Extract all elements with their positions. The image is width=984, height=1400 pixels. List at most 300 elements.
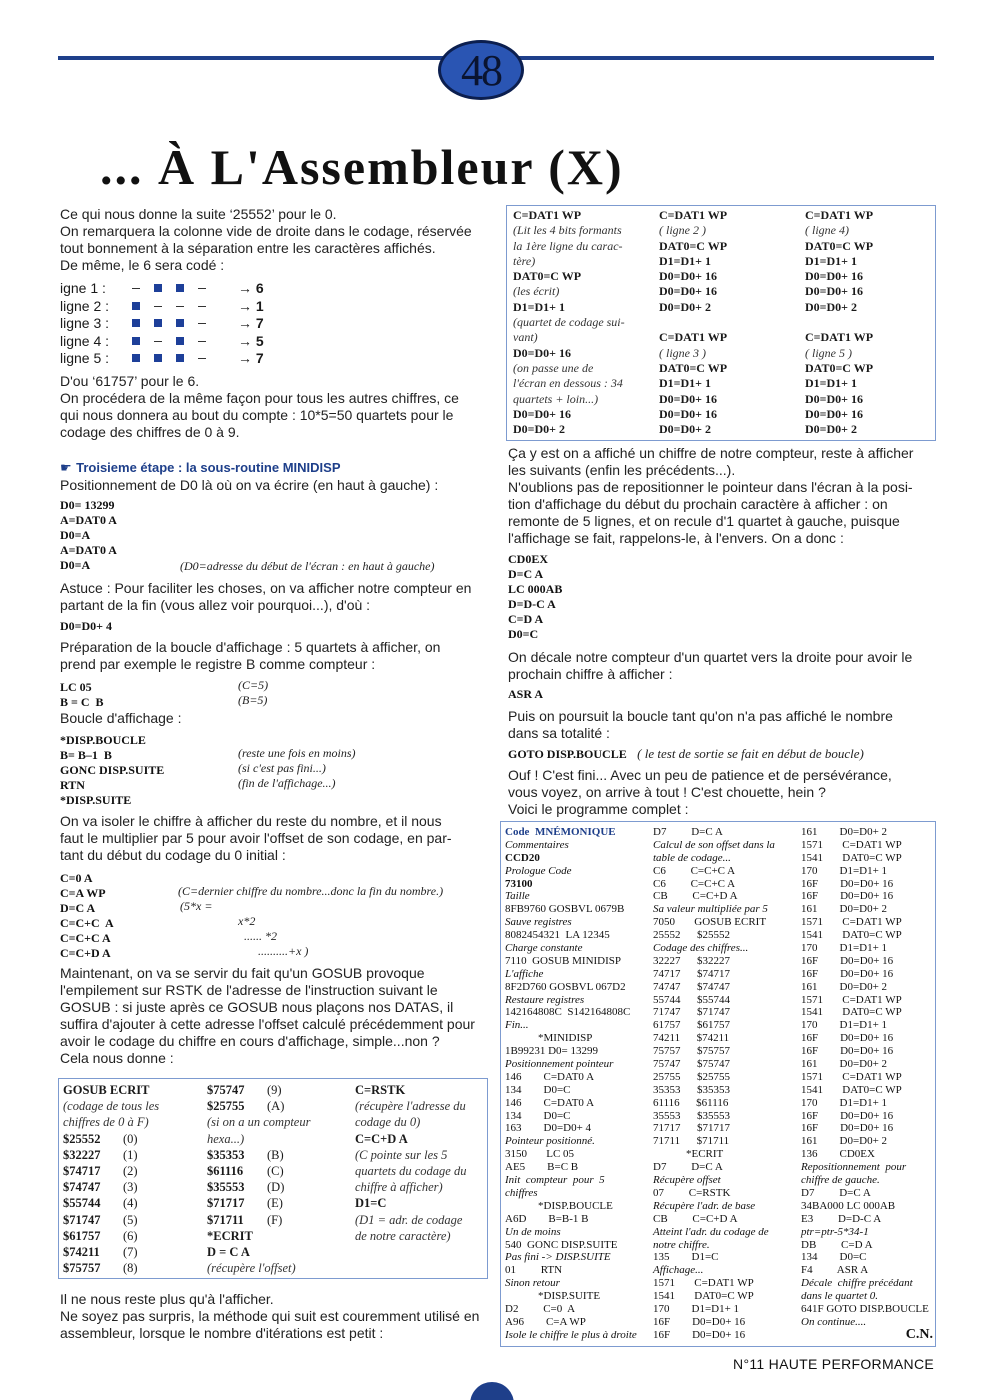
display-code-row: ( ligne 3 ) — [659, 345, 706, 360]
gosub-cell: $25755 — [207, 1099, 245, 1114]
program-line: D2 C=0 A — [505, 1302, 576, 1315]
display-code-row: (quartet de codage sui- — [513, 315, 625, 330]
text-line: Ouf ! C'est fini... Avec un peu de patience et de persévérance, — [508, 767, 892, 783]
display-code-row — [805, 315, 933, 330]
goto-comment: ( le test de sortie se fait en début de boucle) — [637, 746, 864, 761]
gosub-cell: (récupère l'offset) — [207, 1261, 296, 1276]
display-code-row: D0=D0+ 16 — [659, 284, 718, 299]
gosub-row — [355, 1099, 485, 1115]
code-line: D0=A — [60, 528, 91, 542]
program-line: 7050 GOSUB ECRIT — [653, 916, 767, 929]
step3-text-1: Positionnement de D0 là où on va écrire (en haut à gauche) : — [60, 477, 439, 493]
display-code-row: DAT0=C WP — [805, 360, 874, 375]
code-instruction: C=C+C A — [60, 916, 114, 930]
pattern-row-result: → 6 — [238, 280, 264, 296]
gosub-cell: $35353 — [207, 1147, 245, 1162]
program-line: 1541 DAT0=C WP — [801, 851, 902, 864]
gosub-cell: (D1 = adr. de codage — [355, 1212, 463, 1227]
program-line: chiffre de gauche. — [801, 1174, 880, 1187]
gosub-cell: $75747 — [207, 1083, 245, 1097]
code-row — [60, 678, 490, 693]
gosub-cell: $75757 — [63, 1261, 101, 1276]
pattern-row — [60, 298, 290, 315]
code-block-1 — [60, 498, 117, 573]
gosub-cell: (si on a un compteur — [207, 1115, 311, 1130]
display-code-row: D0=D0+ 2 — [659, 422, 712, 437]
text-line: GOSUB : si juste après ce GOSUB nous plaçons nos DATAS, il — [60, 999, 454, 1015]
text-line: faut le multiplier par 5 pour avoir l'offset de son codage, en par- — [60, 830, 452, 846]
pixel-on — [176, 337, 184, 345]
gosub-row — [207, 1213, 343, 1229]
program-line: 71747 $71747 — [653, 1006, 730, 1019]
program-line: D7 D=C A — [653, 826, 723, 838]
gosub-cell: quartets du codage du — [355, 1163, 467, 1178]
bottom-page-badge — [470, 1382, 514, 1400]
program-line: 134 D0=C — [505, 1109, 571, 1122]
program-line: Commentaires — [505, 838, 569, 851]
display-code-row: C=DAT1 WP — [805, 330, 874, 345]
pixel-on — [176, 284, 184, 292]
goto-instruction: GOTO DISP.BOUCLE — [508, 747, 627, 761]
pixel-off — [198, 323, 206, 324]
pointing-hand-icon: ☛ — [60, 460, 72, 475]
pattern-row — [60, 280, 290, 297]
program-line: *MINIDISP — [505, 1032, 593, 1045]
program-line: DB C=D A — [801, 1238, 873, 1251]
program-line: Pas fini -> DISP.SUITE — [505, 1251, 611, 1264]
program-line: 16F D0=D0+ 16 — [801, 1045, 894, 1058]
code-row — [60, 693, 490, 708]
gosub-row — [207, 1099, 343, 1115]
text-line: On décale notre compteur d'un quartet vers la droite pour avoir le — [508, 649, 913, 665]
program-line: Récupère offset — [653, 1174, 721, 1187]
gosub-cell: $61116 — [207, 1163, 244, 1178]
gosub-row — [355, 1132, 485, 1148]
gosub-row — [63, 1229, 199, 1245]
program-line: 641F GOTO DISP.BOUCLE — [801, 1302, 929, 1315]
program-line: 16F D0=D0+ 16 — [801, 967, 894, 980]
program-line: Taille — [505, 890, 530, 903]
display-code-row: quartets + loin...) — [513, 391, 599, 406]
program-line: 161 D0=D0+ 2 — [801, 1058, 888, 1071]
text-line: qui nous donnera au bout du compte : 10*5=50 quartets pour le — [60, 407, 454, 423]
pixel-off — [132, 288, 140, 289]
program-line: notre chiffre. — [653, 1238, 710, 1251]
text-line: Cela nous donne : — [60, 1050, 174, 1066]
text-line: D'ou ‘61757’ pour le 6. — [60, 373, 200, 389]
code-comment: x*2 — [238, 914, 256, 928]
text-line: l'empilement sur RSTK de l'adresse de l'instruction suivant le — [60, 982, 438, 998]
display-code-row: D0=D0+ 2 — [805, 299, 858, 314]
program-line: 1B99231 D0= 13299 — [505, 1045, 598, 1058]
program-line: Un de moins — [505, 1225, 561, 1238]
program-line: *DISP.BOUCLE — [505, 1199, 613, 1212]
gosub-row — [63, 1164, 199, 1180]
gosub-index: (7) — [123, 1244, 138, 1259]
code-instruction: RTN — [60, 778, 85, 792]
program-line: AE5 B=C B — [505, 1161, 579, 1174]
program-line: 161 D0=D0+ 2 — [801, 1135, 888, 1148]
code-row — [60, 869, 490, 884]
pattern-row-result: → 5 — [238, 332, 264, 349]
text-line: N'oublions pas de repositionner le pointeur dans l'écran à la posi- — [508, 479, 913, 495]
code-line: LC 000AB — [508, 582, 563, 596]
code-comment: (B=5) — [238, 693, 268, 707]
program-line: 142164808C S142164808C — [505, 1006, 631, 1019]
program-line: L'affiche — [505, 967, 544, 980]
program-line: *ECRIT — [653, 1148, 724, 1161]
code-instruction: C=C+C A — [60, 931, 111, 945]
outro-paragraph — [60, 1291, 490, 1342]
program-line: Repositionnement pour — [801, 1161, 907, 1174]
program-line: 161 D0=D0+ 2 — [801, 826, 888, 838]
text-line: l'affichage se fait, rappelons-le, à l'envers. On a donc : — [508, 530, 844, 546]
step3-title: Troisieme étape : la sous-routine MINIDISP — [76, 460, 341, 475]
gosub-row — [207, 1229, 343, 1245]
code-instruction: *DISP.SUITE — [60, 793, 132, 807]
gosub-cell: GOSUB ECRIT — [63, 1083, 150, 1097]
code-block-5 — [60, 869, 490, 959]
pixel-off — [154, 306, 162, 307]
program-line: 61116 $61116 — [653, 1096, 729, 1109]
gosub-data-box — [58, 1078, 488, 1279]
display-code-row: D1=D1+ 1 — [805, 253, 858, 268]
gosub-row — [207, 1148, 343, 1164]
gosub-row — [63, 1083, 199, 1099]
program-line: CB C=C+D A — [653, 890, 738, 903]
program-line: 74717 $74717 — [653, 967, 730, 980]
program-line: 16F D0=D0+ 16 — [801, 1032, 894, 1045]
step3-text-5 — [60, 813, 490, 864]
display-col-2 — [659, 208, 791, 437]
code-instruction: D=C A — [60, 901, 96, 915]
gosub-index: (8) — [123, 1261, 138, 1276]
text-line: partant de la fin (vous allez voir pourquoi...), d'où : — [60, 597, 371, 613]
display-code-row: D1=D1+ 1 — [659, 253, 712, 268]
program-line: 16F D0=D0+ 16 — [801, 877, 894, 890]
display-code-row: C=DAT1 WP — [659, 208, 728, 222]
display-code-row: D0=D0+ 2 — [805, 422, 858, 437]
pixel-on — [132, 302, 140, 310]
display-code-row: D1=D1+ 1 — [805, 376, 858, 391]
step3-text-4: Boucle d'affichage : — [60, 710, 182, 726]
gosub-cell: $71711 — [207, 1212, 244, 1227]
program-col-2 — [653, 826, 793, 1342]
display-code-row: (Lit les 4 bits formants — [513, 223, 622, 238]
gosub-cell: $74211 — [63, 1244, 100, 1259]
gosub-cell: $55744 — [63, 1196, 101, 1211]
program-line: Positionnement pointeur — [505, 1058, 614, 1071]
gosub-row — [355, 1083, 485, 1099]
program-line: 1571 C=DAT1 WP — [801, 993, 902, 1006]
text-line: remonte de 5 lignes, et on recule d'1 quartet à gauche, puisque — [508, 513, 900, 529]
program-line: 74747 $74747 — [653, 980, 730, 993]
gosub-index: (1) — [123, 1147, 138, 1162]
gosub-row — [63, 1261, 199, 1277]
display-code-row: D1=D1+ 1 — [659, 376, 712, 391]
program-line: Restaure registres — [505, 993, 585, 1006]
pixel-off — [176, 306, 184, 307]
right-code-2: ASR A — [508, 687, 544, 701]
program-line: Init compteur pour 5 — [505, 1174, 605, 1187]
text-line: De même, le 6 sera codé : — [60, 257, 225, 273]
program-col-3 — [801, 826, 933, 1345]
intro-paragraph-2 — [60, 373, 490, 441]
gosub-index: (2) — [123, 1163, 138, 1178]
step3-heading — [60, 459, 490, 477]
program-line: CCD20 — [505, 851, 540, 864]
program-line: 3150 LC 05 — [505, 1148, 575, 1161]
program-line: chiffres — [505, 1186, 538, 1199]
code-row — [60, 914, 490, 929]
program-line: Isole le chiffre le plus à droite — [505, 1328, 637, 1341]
program-line: 32227 $32227 — [653, 954, 730, 967]
right-text-4 — [508, 767, 936, 818]
program-line: 170 D1=D1+ 1 — [653, 1302, 740, 1315]
gosub-cell: D1=C — [355, 1196, 387, 1211]
gosub-index: (C) — [267, 1163, 284, 1178]
program-line: On continue.... — [801, 1315, 867, 1328]
digit-pattern-grid — [60, 280, 300, 370]
program-line: 170 D1=D1+ 1 — [801, 1019, 888, 1032]
program-line: 1541 DAT0=C WP — [801, 929, 902, 942]
program-line: 134 D0=C — [505, 1083, 571, 1096]
code-line: A=DAT0 A — [60, 543, 117, 557]
program-line: 170 D1=D1+ 1 — [801, 1096, 888, 1109]
program-line: 7110 GOSUB MINIDISP — [505, 954, 622, 967]
program-line: 161 D0=D0+ 2 — [801, 903, 888, 916]
pattern-row-result: → 1 — [238, 297, 264, 314]
display-code-row: D0=D0+ 16 — [659, 269, 718, 284]
program-line: 540 GONC DISP.SUITE — [505, 1238, 618, 1251]
program-line: 163 D0=D0+ 4 — [505, 1122, 592, 1135]
display-code-row: D0=D0+ 16 — [805, 406, 864, 421]
display-code-row: D0=D0+ 16 — [805, 391, 864, 406]
page-number: 48 — [461, 45, 501, 95]
program-line: 16F D0=D0+ 16 — [801, 954, 894, 967]
pixel-on — [154, 354, 162, 362]
code-instruction: B = C B — [60, 695, 104, 709]
text-line: assembleur, lorsque le nombre d'itérations est petit : — [60, 1325, 384, 1341]
gosub-row — [63, 1148, 199, 1164]
code-instruction: GONC DISP.SUITE — [60, 763, 165, 777]
gosub-row — [63, 1132, 199, 1148]
pixel-off — [198, 358, 206, 359]
text-line: les suivants (enfin les précédents...). — [508, 462, 736, 478]
program-line: 8F2D760 GOSBVL 067D2 — [505, 980, 626, 993]
program-line: 170 D1=D1+ 1 — [801, 942, 888, 955]
gosub-index: (4) — [123, 1196, 138, 1211]
program-line: 16F D0=D0+ 16 — [653, 1328, 746, 1341]
intro-paragraph-1 — [60, 206, 490, 274]
code-line: CD0EX — [508, 552, 549, 566]
program-line: 73100 — [505, 877, 533, 890]
code-block-4 — [60, 731, 490, 806]
code-comment: (5*x = — [180, 899, 213, 913]
display-code-row: la 1ère ligne du carac- — [513, 238, 623, 253]
display-code-row: DAT0=C WP — [659, 360, 728, 375]
display-code-row: C=DAT1 WP — [513, 208, 582, 222]
display-code-box — [506, 205, 936, 441]
code-row — [60, 761, 490, 776]
program-line: *DISP.SUITE — [505, 1290, 601, 1303]
program-line: A96 C=A WP — [505, 1315, 586, 1328]
gosub-cell: hexa...) — [207, 1131, 245, 1146]
gosub-cell: C=RSTK — [355, 1083, 406, 1097]
program-line: D7 D=C A — [801, 1186, 871, 1199]
program-line: Atteint l'adr. du codage de — [653, 1225, 769, 1238]
program-line: 8FB9760 GOSBVL 0679B — [505, 903, 625, 916]
program-line: Fin... — [505, 1019, 529, 1032]
text-line: Préparation de la boucle d'affichage : 5 quartets à afficher, on — [60, 639, 441, 655]
magazine-footer: N°11 HAUTE PERFORMANCE — [733, 1356, 934, 1372]
gosub-cell: (C pointe sur les 5 — [355, 1147, 448, 1162]
text-line: Voici le programme complet : — [508, 801, 689, 817]
page-title: ... À L'Assembleur (X) — [100, 139, 624, 195]
pixel-off — [154, 341, 162, 342]
gosub-cell: de notre caractère) — [355, 1228, 451, 1243]
code-line: D0=C — [508, 627, 539, 641]
text-line: Ne soyez pas surpris, la méthode qui suit est couremment utilisé en — [60, 1308, 480, 1324]
display-code-row: tère) — [513, 253, 536, 268]
gosub-cell: (récupère l'adresse du — [355, 1099, 466, 1114]
program-line: E3 D=D-C A — [801, 1212, 882, 1225]
text-line: Astuce : Pour faciliter les choses, on va afficher notre compteur en — [60, 580, 472, 596]
program-line: 146 C=DAT0 A — [505, 1070, 595, 1083]
gosub-cell: $35553 — [207, 1180, 245, 1195]
text-line: vous voyez, on arrive à tout ! C'est chouette, hein ? — [508, 784, 826, 800]
code-comment: (si c'est pas fini...) — [238, 761, 326, 775]
program-line: 146 C=DAT0 A — [505, 1096, 595, 1109]
display-code-row — [659, 315, 791, 330]
code-comment: ..........+x ) — [258, 944, 309, 958]
pixel-on — [154, 319, 162, 327]
display-code-row: D0=D0+ 16 — [805, 284, 864, 299]
gosub-cell: $74717 — [63, 1163, 101, 1178]
gosub-index: (3) — [123, 1180, 138, 1195]
program-line: Code MNÉMONIQUE — [505, 826, 616, 838]
code-comment: (reste une fois en moins) — [238, 746, 356, 760]
pattern-row-label: ligne 5 : — [60, 350, 110, 366]
code-row — [60, 746, 490, 761]
pixel-on — [132, 337, 140, 345]
step3-text-6 — [60, 965, 490, 1067]
text-line: tant du début du codage du 0 initial : — [60, 847, 286, 863]
code-line: C=D A — [508, 612, 544, 626]
display-code-row: DAT0=C WP — [659, 238, 728, 253]
program-line: 16F D0=D0+ 16 — [653, 1315, 746, 1328]
gosub-cell: $71747 — [63, 1212, 101, 1227]
program-line: 1571 C=DAT1 WP — [801, 838, 902, 851]
text-line: On procédera de la même façon pour tous les autres chiffres, ce — [60, 390, 459, 406]
program-line: Charge constante — [505, 942, 583, 955]
gosub-col-1 — [63, 1083, 199, 1277]
code-row — [60, 929, 490, 944]
program-line: 136 CD0EX — [801, 1148, 875, 1161]
gosub-row — [63, 1245, 199, 1261]
code-comment: (C=dernier chiffre du nombre...donc la fin du nombre.) — [178, 884, 444, 898]
text-line: On va isoler le chiffre à afficher du reste du nombre, et il nous — [60, 813, 442, 829]
right-text-3 — [508, 708, 936, 742]
gosub-cell: *ECRIT — [207, 1228, 253, 1243]
page-number-badge — [438, 40, 524, 100]
program-line: 8082454321 LA 12345 — [505, 929, 610, 942]
code-line: D=C A — [508, 567, 544, 581]
pattern-row-label: ligne 2 : — [60, 297, 110, 314]
gosub-row — [355, 1164, 485, 1180]
program-line: 34BA000 LC 000AB — [801, 1199, 896, 1212]
gosub-index: (6) — [123, 1228, 138, 1243]
display-code-row: ( ligne 5 ) — [805, 345, 852, 360]
pattern-row-result: → 7 — [238, 315, 264, 331]
program-line: Sinon retour — [505, 1277, 560, 1290]
right-code-1 — [508, 552, 562, 642]
code-block-2: D0=D0+ 4 — [60, 619, 113, 633]
code-row — [60, 791, 490, 806]
gosub-row — [207, 1196, 343, 1212]
gosub-row — [355, 1115, 485, 1131]
gosub-row — [355, 1180, 485, 1196]
gosub-cell: (codage de tous les — [63, 1099, 160, 1114]
text-line: prochain chiffre à afficher : — [508, 666, 673, 682]
gosub-row — [63, 1196, 199, 1212]
code-comment: (C=5) — [238, 678, 269, 692]
text-line: Ça y est on a affiché un chiffre de notre compteur, reste à afficher — [508, 445, 914, 461]
text-line: avoir le codage du chiffre en cours d'affichage, simple...non ? — [60, 1033, 440, 1049]
pixel-on — [132, 319, 140, 327]
display-code-row: C=DAT1 WP — [659, 330, 728, 345]
gosub-cell: chiffre à afficher) — [355, 1180, 443, 1195]
program-line: C6 C=C+C A — [653, 864, 736, 877]
display-code-row: ( ligne 2 ) — [659, 223, 706, 238]
pixel-on — [154, 284, 162, 292]
gosub-index: (D) — [267, 1180, 285, 1195]
gosub-row — [207, 1164, 343, 1180]
gosub-index: (F) — [267, 1212, 283, 1227]
program-line: 1541 DAT0=C WP — [801, 1006, 902, 1019]
gosub-row — [207, 1132, 343, 1148]
gosub-row — [207, 1180, 343, 1196]
display-code-row: ( ligne 4) — [805, 223, 849, 238]
display-code-row: C=DAT1 WP — [805, 208, 874, 222]
pixel-off — [198, 306, 206, 307]
text-line: tout bonnement à la séparation entre les caractères affichés. — [60, 240, 436, 256]
program-line: 1571 C=DAT1 WP — [653, 1277, 754, 1290]
program-line: 01 RTN — [505, 1264, 563, 1277]
step3-text-2 — [60, 580, 490, 614]
program-line: A6D B=B-1 B — [505, 1212, 589, 1225]
gosub-cell: $74747 — [63, 1180, 101, 1195]
code-instruction: C=A WP — [60, 886, 106, 900]
pixel-on — [176, 319, 184, 327]
gosub-row — [207, 1245, 343, 1261]
pixel-on — [132, 354, 140, 362]
code-row — [60, 776, 490, 791]
text-line: Maintenant, on va se servir du fait qu'un GOSUB provoque — [60, 965, 425, 981]
program-line: 71717 $71717 — [653, 1122, 730, 1135]
code-line: D=D-C A — [508, 597, 556, 611]
program-line: 1541 DAT0=C WP — [801, 1083, 902, 1096]
display-col-1 — [513, 208, 645, 437]
pattern-row — [60, 333, 290, 350]
program-line: Codage des chiffres... — [653, 942, 749, 955]
program-col-1 — [505, 826, 645, 1342]
gosub-index: (9) — [267, 1083, 282, 1097]
gosub-row — [63, 1099, 199, 1115]
gosub-cell: $61757 — [63, 1228, 101, 1243]
text-line: codage des chiffres de 0 à 9. — [60, 424, 240, 440]
code-row — [60, 899, 490, 914]
